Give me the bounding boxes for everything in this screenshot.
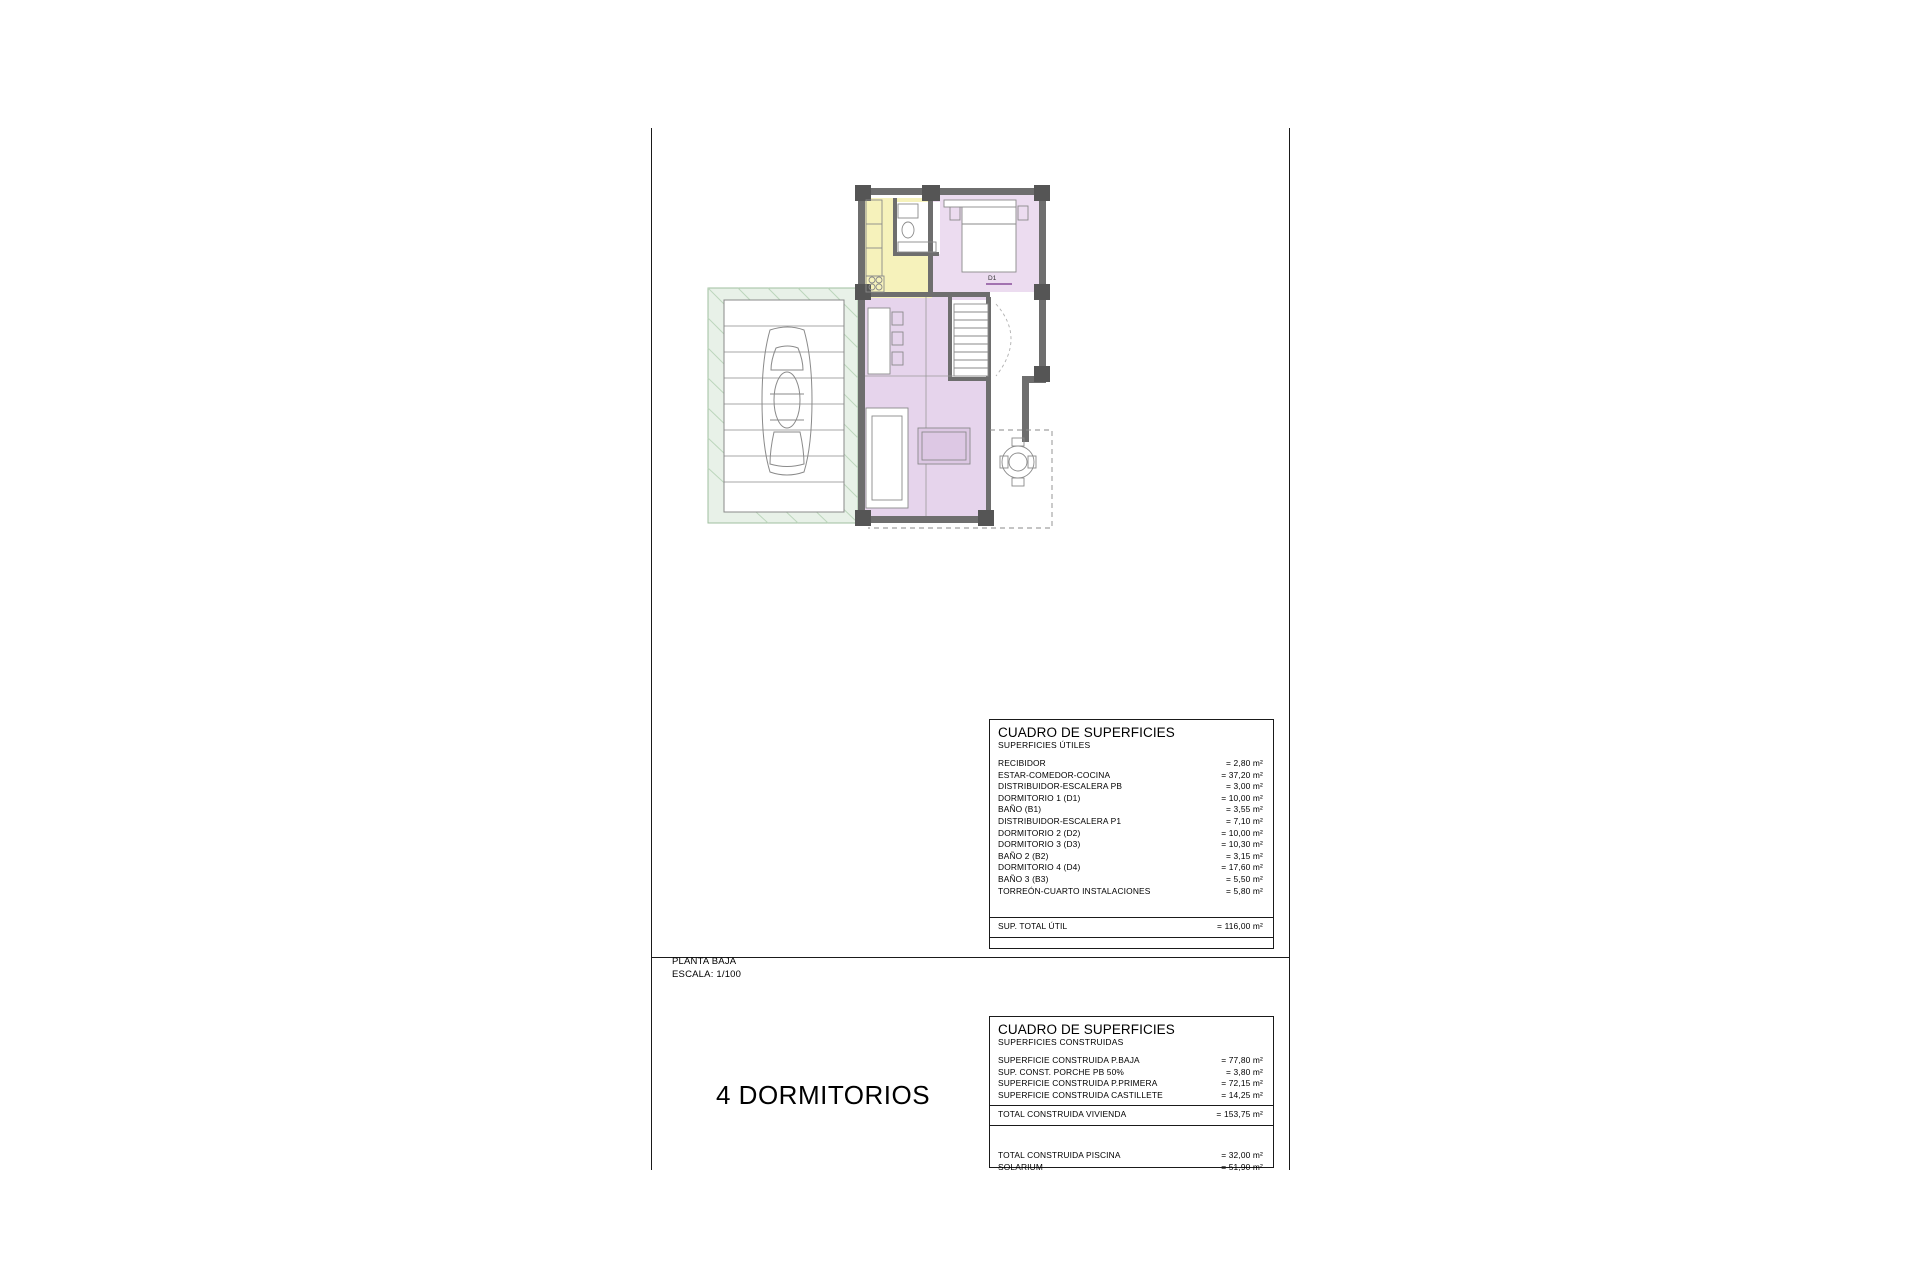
table-row [990, 758, 1273, 770]
row-value: = 77,80 m² [1221, 1055, 1263, 1065]
total-value: = 116,00 m² [1217, 921, 1263, 932]
total-label: SUP. TOTAL ÚTIL [998, 921, 1068, 932]
page-title: 4 DORMITORIOS [716, 1080, 931, 1110]
row-label: SUPERFICIE CONSTRUIDA P.BAJA [998, 1055, 1140, 1065]
row-label: SOLARIUM [998, 1161, 1043, 1172]
row-label: SUP. CONST. PORCHE PB 50% [998, 1066, 1124, 1077]
row-label: BAÑO 3 (B3) [998, 873, 1049, 884]
plan-caption [672, 955, 741, 981]
row-value: = 5,50 m² [1226, 873, 1263, 884]
row-label: DORMITORIO 2 (D2) [998, 827, 1081, 838]
table-row [990, 1150, 1273, 1162]
row-value: = 2,80 m² [1226, 758, 1263, 768]
row-value: = 32,00 m² [1221, 1149, 1263, 1160]
row-label: TORREÓN-CUARTO INSTALACIONES [998, 885, 1151, 896]
row-label: SUPERFICIE CONSTRUIDA P.PRIMERA [998, 1078, 1158, 1089]
table-row [990, 839, 1273, 851]
surface-table-built-subtitle: SUPERFICIES CONSTRUIDAS [998, 1037, 1124, 1047]
table-row [990, 781, 1273, 793]
table-row [990, 862, 1273, 874]
table-row [990, 1090, 1273, 1102]
row-label: TOTAL CONSTRUIDA PISCINA [998, 1149, 1121, 1160]
row-value: = 3,55 m² [1226, 804, 1263, 815]
row-value: = 14,25 m² [1221, 1089, 1263, 1100]
row-label: DORMITORIO 1 (D1) [998, 792, 1081, 803]
row-label: DISTRIBUIDOR-ESCALERA P1 [998, 815, 1122, 826]
surface-table-built-extra-rows [990, 1150, 1273, 1173]
surface-table-built-rows [990, 1055, 1273, 1101]
table-row [990, 770, 1273, 782]
surface-table-useful-title: CUADRO DE SUPERFICIES [998, 725, 1175, 740]
row-label: DISTRIBUIDOR-ESCALERA PB [998, 781, 1123, 792]
sheet-horizontal-divider [651, 957, 1290, 958]
row-value: = 7,10 m² [1226, 815, 1263, 826]
table-row [990, 851, 1273, 863]
row-value: = 10,30 m² [1221, 839, 1263, 850]
surface-table-useful-subtitle: SUPERFICIES ÚTILES [998, 740, 1091, 750]
plan-caption-line-1: PLANTA BAJA [672, 956, 737, 967]
floor-plan-svg [700, 180, 1180, 620]
row-label: ESTAR-COMEDOR-COCINA [998, 769, 1111, 780]
row-label: DORMITORIO 3 (D3) [998, 839, 1081, 850]
surface-table-useful-rows [990, 758, 1273, 897]
row-value: = 3,80 m² [1226, 1066, 1263, 1077]
row-label: SUPERFICIE CONSTRUIDA CASTILLETE [998, 1089, 1163, 1100]
row-label: RECIBIDOR [998, 758, 1046, 768]
row-value: = 51,90 m² [1221, 1161, 1263, 1172]
row-value: = 37,20 m² [1221, 769, 1263, 780]
row-value: = 3,00 m² [1226, 781, 1263, 792]
table-row [990, 793, 1273, 805]
row-label: BAÑO 2 (B2) [998, 850, 1049, 861]
surface-table-built [989, 1016, 1274, 1172]
table-rule-bottom [990, 937, 1273, 938]
total-label: TOTAL CONSTRUIDA VIVIENDA [998, 1109, 1127, 1120]
room-label-d1-text: D1 [988, 275, 997, 282]
table-total-row [990, 1106, 1273, 1121]
table-row [990, 1055, 1273, 1067]
surface-table-built-title: CUADRO DE SUPERFICIES [998, 1022, 1175, 1037]
row-value: = 17,60 m² [1221, 862, 1263, 873]
table-row [990, 1067, 1273, 1079]
table-row [990, 804, 1273, 816]
row-value: = 3,15 m² [1226, 850, 1263, 861]
table-row [990, 1162, 1273, 1174]
plan-caption-line-2: ESCALA: 1/100 [672, 969, 742, 980]
total-value: = 153,75 m² [1216, 1109, 1263, 1120]
row-value: = 10,00 m² [1221, 792, 1263, 803]
terrace-table [1000, 438, 1036, 486]
spacer [990, 897, 1273, 913]
row-value: = 10,00 m² [1221, 827, 1263, 838]
table-total-row [990, 918, 1273, 933]
row-value: = 5,80 m² [1226, 885, 1263, 896]
table-row [990, 874, 1273, 886]
table-row [990, 828, 1273, 840]
spacer [990, 1126, 1273, 1142]
floor-plan-drawing [700, 180, 1180, 620]
row-label: BAÑO (B1) [998, 804, 1042, 815]
row-value: = 72,15 m² [1221, 1078, 1263, 1089]
table-row [990, 886, 1273, 898]
row-label: DORMITORIO 4 (D4) [998, 862, 1081, 873]
table-row [990, 816, 1273, 828]
surface-table-useful [989, 719, 1274, 949]
table-row [990, 1078, 1273, 1090]
garage-area [708, 288, 858, 523]
